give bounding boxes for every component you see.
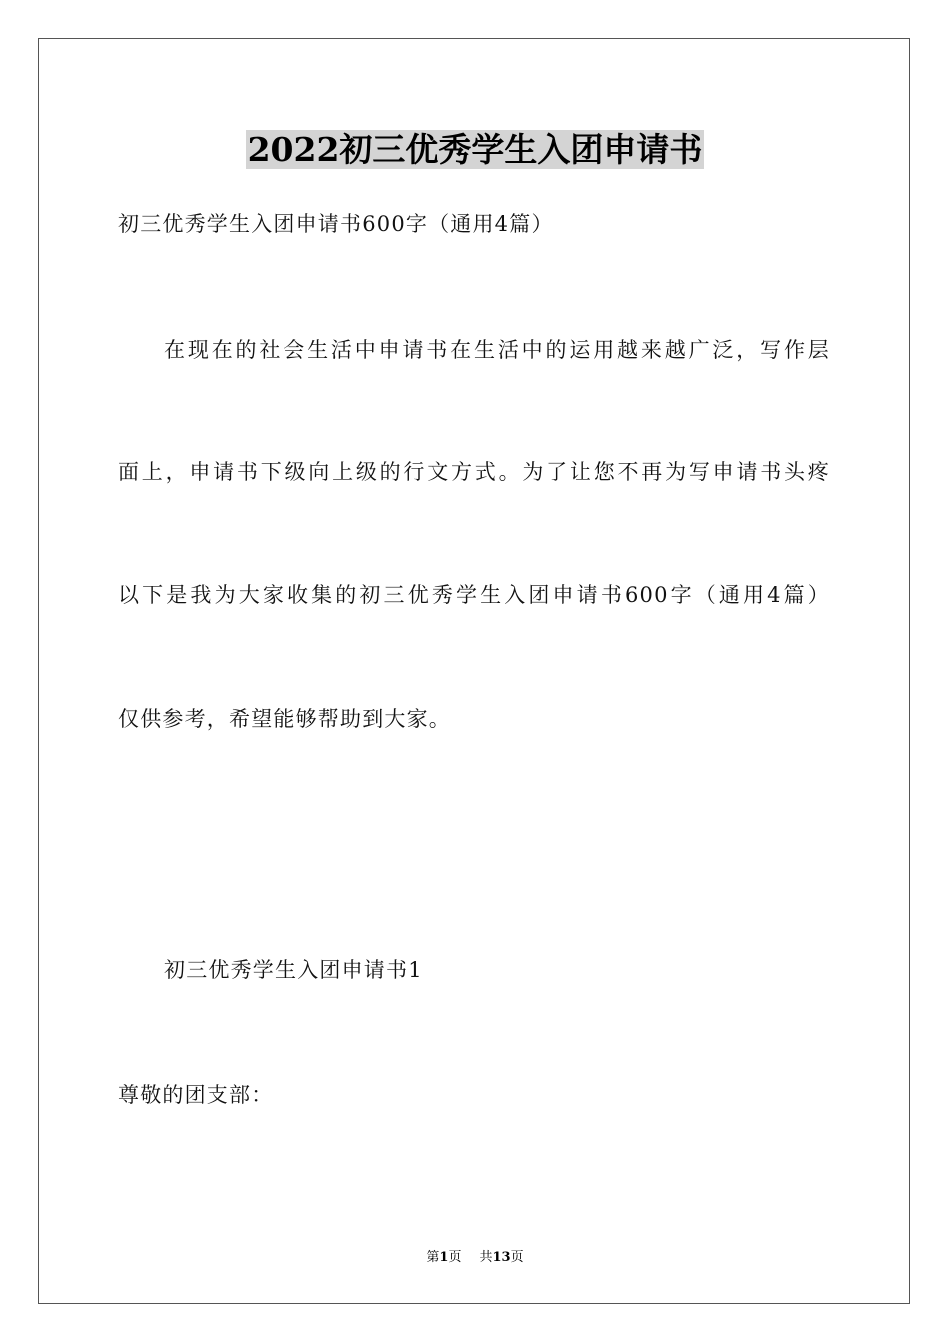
intro-line: 面上，申请书下级向上级的行文方式。为了让您不再为写申请书头疼 (118, 460, 830, 484)
document-subtitle: 初三优秀学生入团申请书600字（通用4篇） (118, 212, 554, 236)
page-footer (0, 1246, 950, 1265)
salutation: 尊敬的团支部： (118, 1083, 274, 1107)
footer-page-number: 1 (439, 1250, 449, 1265)
footer-total-pages: 13 (492, 1250, 511, 1265)
intro-line: 在现在的社会生活中申请书在生活中的运用越来越广泛，写作层 (164, 338, 830, 362)
footer-page-prefix: 第 (426, 1250, 440, 1265)
intro-line: 以下是我为大家收集的初三优秀学生入团申请书600字（通用4篇） (118, 583, 830, 607)
document-title (0, 128, 950, 172)
footer-total-suffix: 页 (510, 1250, 524, 1265)
footer-page-suffix: 页 (448, 1250, 462, 1265)
footer-total-prefix: 共 (479, 1250, 493, 1265)
intro-line: 仅供参考，希望能够帮助到大家。 (118, 707, 451, 731)
document-title-text: 2022初三优秀学生入团申请书 (247, 130, 703, 169)
section-heading: 初三优秀学生入团申请书1 (164, 958, 423, 982)
